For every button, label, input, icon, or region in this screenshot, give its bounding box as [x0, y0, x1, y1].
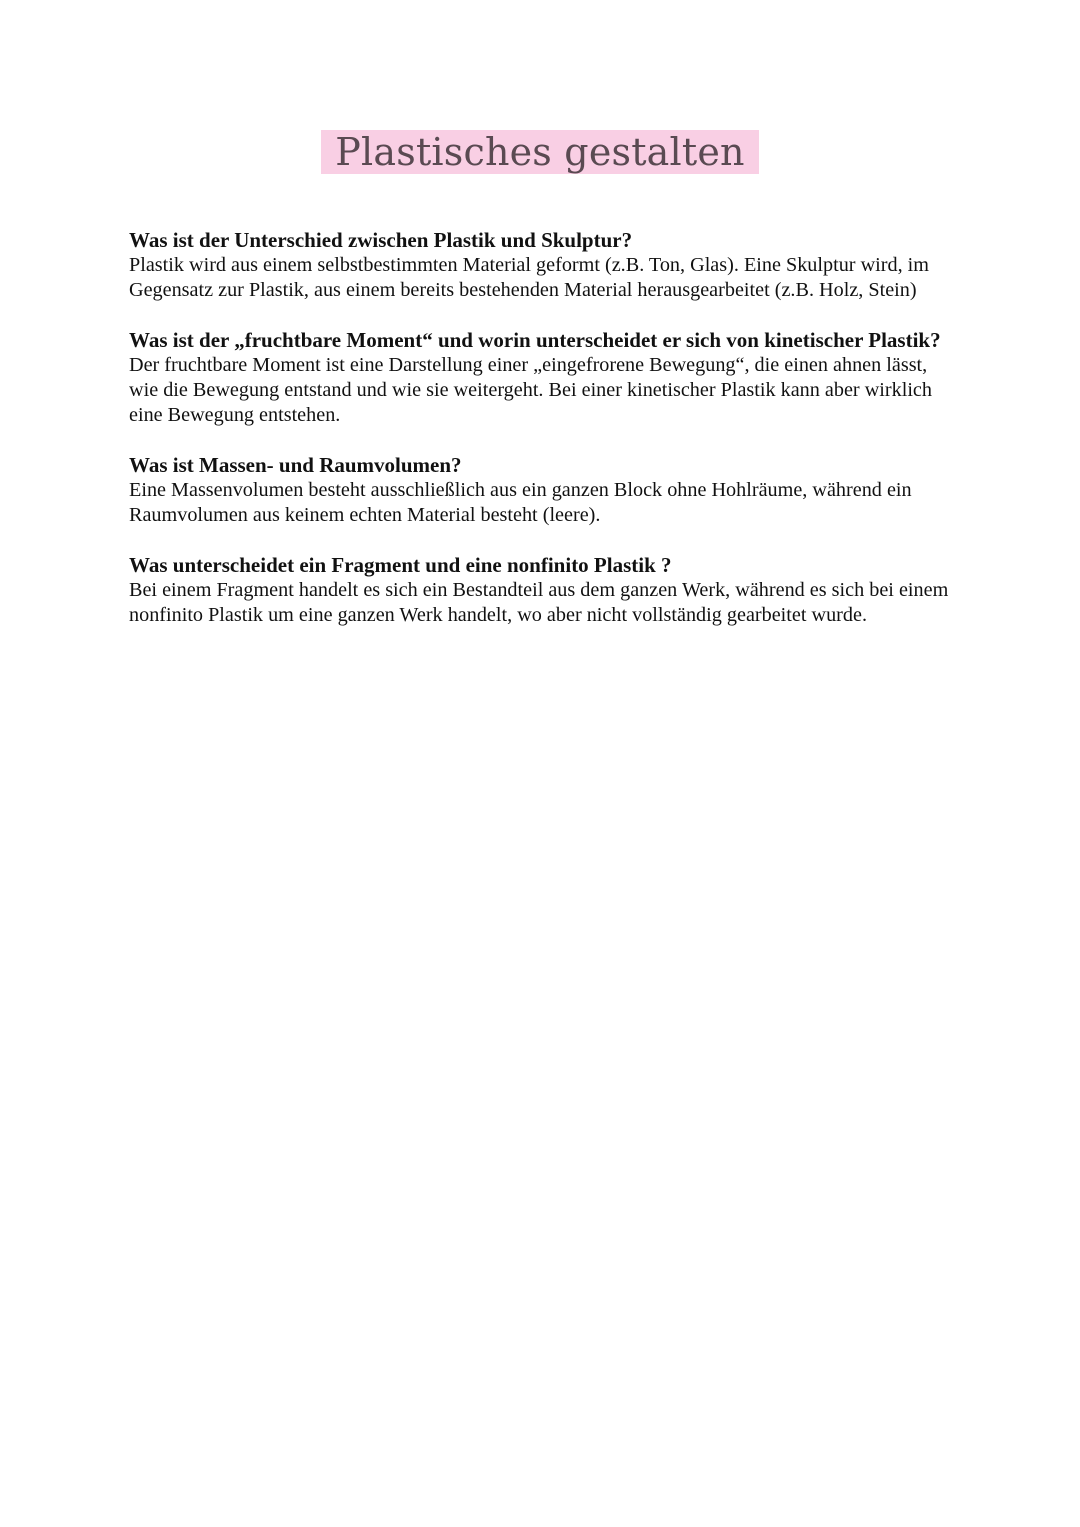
question-1: Was ist der Unterschied zwischen Plastik und Skulptur?: [129, 228, 633, 252]
title-wrapper: [0, 130, 1080, 174]
qa-section-4: [129, 553, 959, 628]
answer-2: Der fruchtbare Moment ist eine Darstellung einer „eingefrorene Bewegung“, die einen ahnen lässt, wie die Bewegung entstand und wie sie weitergeht. Bei einer kinetischer Plastik kann aber wirklich eine Bewegung entstehen.: [129, 354, 932, 426]
question-2: Was ist der „fruchtbare Moment“ und worin unterscheidet er sich von kinetischer Plastik?: [129, 328, 941, 352]
qa-section-3: [129, 453, 959, 528]
answer-3: Eine Massenvolumen besteht ausschließlich aus ein ganzen Block ohne Hohlräume, während ein Raumvolumen aus keinem echten Material besteht (leere).: [129, 479, 912, 526]
answer-4: Bei einem Fragment handelt es sich ein Bestandteil aus dem ganzen Werk, während es sich bei einem nonfinito Plastik um eine ganzen Werk handelt, wo aber nicht vollständig gearbeitet wurde.: [129, 579, 949, 626]
qa-section-1: [129, 228, 959, 303]
question-4: Was unterscheidet ein Fragment und eine nonfinito Plastik ?: [129, 553, 672, 577]
document-body: [129, 228, 959, 653]
qa-section-2: [129, 328, 959, 428]
question-3: Was ist Massen- und Raumvolumen?: [129, 453, 462, 477]
answer-1: Plastik wird aus einem selbstbestimmten Material geformt (z.B. Ton, Glas). Eine Skulptur wird, im Gegensatz zur Plastik, aus einem bereits bestehenden Material herausgearbeitet (z.B. Holz, Stein): [129, 254, 929, 301]
page-title: Plastisches gestalten: [321, 130, 758, 174]
